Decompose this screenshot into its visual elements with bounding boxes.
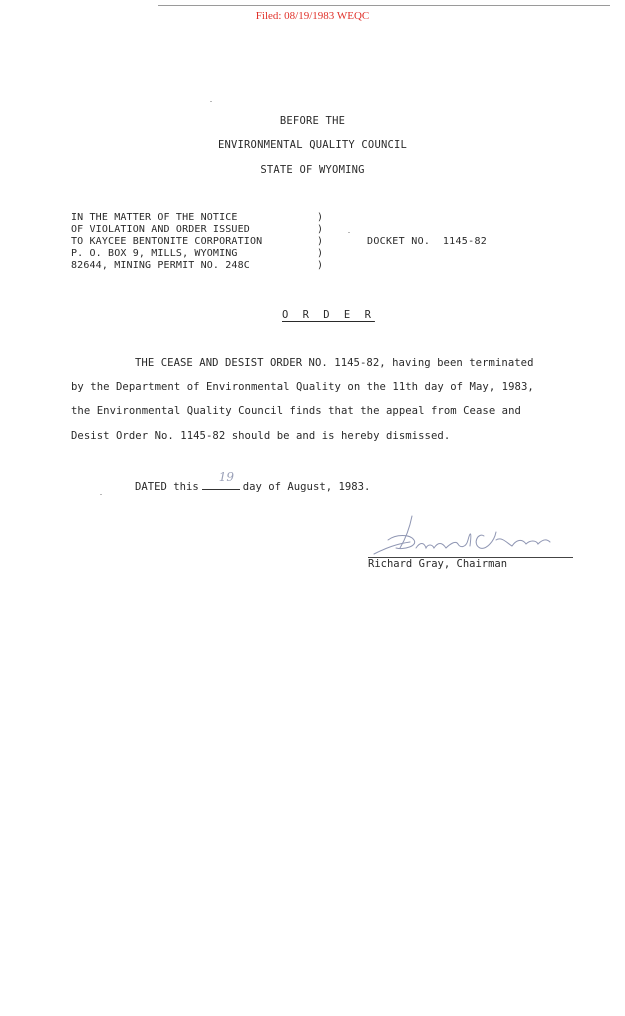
dated-line	[135, 470, 371, 493]
filed-stamp	[0, 10, 625, 22]
caption-paren: )	[317, 236, 324, 247]
signer-name: Richard Gray, Chairman	[368, 558, 508, 570]
top-scan-rule	[158, 5, 610, 6]
body-line-2: by the Department of Environmental Quality on the 11th day of May, 1983,	[71, 381, 534, 393]
docket-number: DOCKET NO. 1145-82	[367, 236, 488, 247]
heading-before: BEFORE THE	[279, 115, 346, 127]
body-line-3: the Environmental Quality Council finds that the appeal from Cease and	[71, 405, 521, 417]
day-blank	[202, 470, 240, 490]
case-caption	[71, 212, 262, 272]
heading-state: STATE OF WYOMING	[260, 164, 365, 176]
caption-line: IN THE MATTER OF THE NOTICE	[71, 212, 238, 223]
caption-parentheses	[317, 212, 323, 272]
scan-speck	[210, 101, 212, 102]
caption-paren: )	[317, 260, 324, 271]
heading-council: ENVIRONMENTAL QUALITY COUNCIL	[217, 139, 408, 151]
order-title: O R D E R	[282, 309, 375, 321]
caption-line: TO KAYCEE BENTONITE CORPORATION	[71, 236, 263, 247]
scan-speck	[100, 494, 102, 495]
caption-line: 82644, MINING PERMIT NO. 248C	[71, 260, 250, 271]
caption-line: P. O. BOX 9, MILLS, WYOMING	[71, 248, 238, 259]
caption-paren: )	[317, 212, 324, 223]
caption-line: OF VIOLATION AND ORDER ISSUED	[71, 224, 250, 235]
dated-prefix: DATED this	[135, 481, 199, 493]
dated-suffix: day of August, 1983.	[242, 481, 371, 493]
handwritten-day: 19	[218, 470, 235, 484]
scan-speck	[348, 232, 350, 233]
caption-paren: )	[317, 224, 324, 235]
body-line-1: THE CEASE AND DESIST ORDER NO. 1145-82, having been terminated	[135, 357, 534, 369]
filed-stamp-text: Filed: 08/19/1983 WEQC	[255, 10, 370, 22]
body-line-4: Desist Order No. 1145-82 should be and is hereby dismissed.	[71, 430, 451, 442]
handwritten-signature	[366, 510, 576, 558]
caption-paren: )	[317, 248, 324, 259]
